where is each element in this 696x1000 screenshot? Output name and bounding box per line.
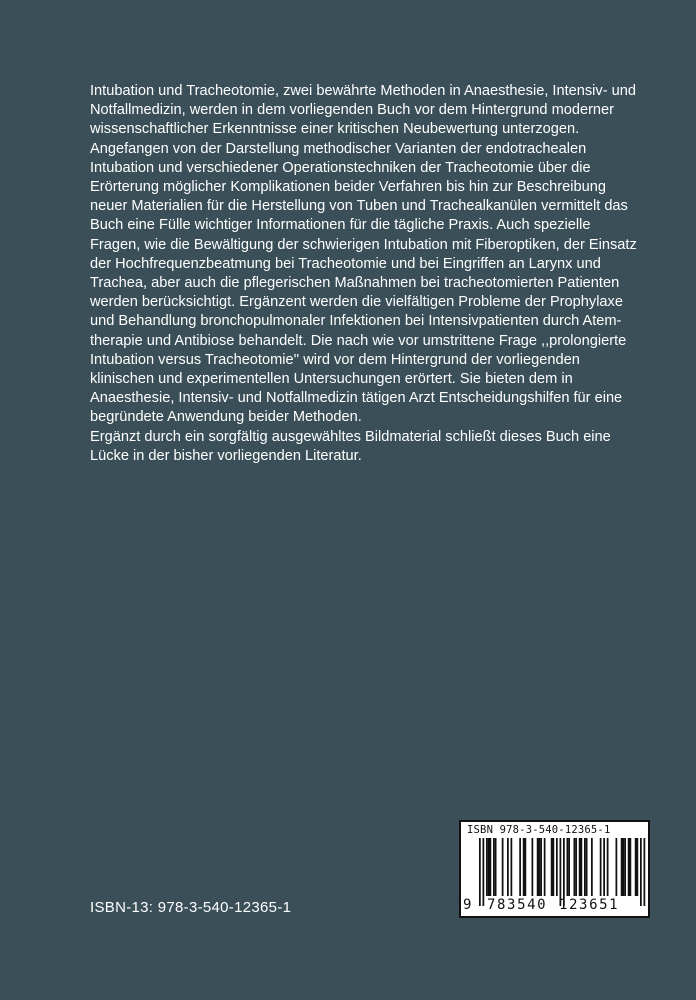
barcode-bar — [640, 838, 642, 906]
barcode-bar — [644, 838, 646, 906]
barcode-bar — [624, 838, 626, 896]
blurb-line: Ergänzt durch ein sorgfältig ausgewähltes Bildmaterial schließt dieses Buch eine — [90, 428, 611, 445]
barcode-bar — [551, 838, 553, 896]
barcode-bar — [621, 838, 623, 896]
blurb-text — [90, 82, 650, 466]
barcode-bar — [540, 838, 542, 896]
barcode-digits-group-1: 783540 — [487, 897, 548, 913]
barcode-bar — [532, 838, 534, 896]
barcode-bar — [607, 838, 609, 896]
barcode-bar — [574, 838, 576, 896]
blurb-line: Lücke in der bisher vorliegenden Literatur. — [90, 447, 362, 464]
barcode-bar — [628, 838, 630, 896]
blurb-line: Buch eine Fülle wichtiger Informationen für die tägliche Praxis. Auch spezielle — [90, 217, 591, 234]
barcode-bar — [579, 838, 581, 896]
blurb-line: Trachea, aber auch die pflegerischen Maßnahmen bei tracheotomierten Patienten — [90, 275, 620, 292]
barcode-bar — [635, 838, 637, 896]
blurb-line: Anaesthesie, Intensiv- und Notfallmedizin tätigen Arzt Entscheidungshilfen für eine — [90, 390, 623, 407]
blurb-line: werden berücksichtigt. Ergänzent werden die vielfältigen Probleme der Prophylaxe — [90, 294, 623, 311]
barcode-digits-group-2: 123651 — [559, 897, 620, 913]
barcode-bar — [584, 838, 586, 896]
blurb-line: Erörterung möglicher Komplikationen beider Verfahren bis hin zur Beschreibung — [90, 179, 606, 196]
isbn-13-text: ISBN-13: 978-3-540-12365-1 — [90, 899, 292, 916]
barcode-bar — [560, 838, 562, 906]
barcode-bar — [537, 838, 539, 896]
barcode-isbn-label: ISBN 978-3-540-12365-1 — [467, 824, 611, 836]
barcode-bar — [525, 838, 527, 896]
barcode-bar — [544, 838, 546, 896]
barcode-bar — [507, 838, 509, 896]
blurb-line: Notfallmedizin, werden in dem vorliegenden Buch vor dem Hintergrund moderner — [90, 102, 615, 119]
barcode-bar — [575, 838, 577, 896]
barcode-bar — [495, 838, 497, 896]
barcode-bar — [556, 838, 558, 896]
barcode-bar — [502, 838, 504, 896]
blurb-line: therapie und Antibiose behandelt. Die nach wie vor umstrittene Frage ,,prolongierte — [90, 332, 627, 349]
blurb-line: Angefangen von der Darstellung methodischer Varianten der endotrachealen — [90, 140, 587, 157]
barcode-bar — [479, 838, 481, 906]
barcode-bar — [493, 838, 495, 896]
blurb-line: Intubation versus Tracheotomie'' wird vor dem Hintergrund der vorliegenden — [90, 351, 580, 368]
barcode-bar — [567, 838, 569, 896]
barcode-bar — [563, 838, 565, 906]
blurb-line: Intubation und Tracheotomie, zwei bewährte Methoden in Anaesthesie, Intensiv- und — [90, 83, 636, 99]
barcode-bar — [523, 838, 525, 896]
barcode-bar — [630, 838, 632, 896]
blurb-line: begründete Anwendung beider Methoden. — [90, 409, 362, 426]
barcode-bar — [553, 838, 555, 896]
barcode — [459, 820, 650, 918]
blurb-line: der Hochfrequenzbeatmung bei Tracheotomie und bei Eingriffen an Larynx und — [90, 255, 601, 272]
barcode-bar — [591, 838, 593, 896]
blurb-line: neuer Materialien für die Herstellung von Tuben und Trachealkanülen vermittelt das — [90, 198, 628, 215]
barcode-bar — [637, 838, 639, 896]
barcode-bar — [488, 838, 490, 896]
barcode-bar — [581, 838, 583, 896]
blurb-line: Intubation und verschiedener Operationstechniken der Tracheotomie über die — [90, 159, 591, 176]
barcode-bar — [586, 838, 588, 896]
barcode-bar — [600, 838, 602, 896]
blurb-line: Fragen, wie die Bewältigung der schwierigen Intubation mit Fiberoptiken, der Einsatz — [90, 236, 637, 253]
barcode-bar — [486, 838, 488, 896]
barcode-bar — [483, 838, 485, 906]
barcode-bar — [490, 838, 492, 896]
blurb-line: wissenschaftlicher Erkenntnisse einer kritischen Neubewertung unterzogen. — [90, 121, 580, 138]
barcode-bar — [568, 838, 570, 896]
barcode-bar — [603, 838, 605, 896]
barcode-first-digit: 9 — [463, 897, 472, 913]
barcode-bar — [623, 838, 625, 896]
blurb-line: klinischen und experimentellen Untersuchungen erörtert. Sie bieten dem in — [90, 371, 573, 388]
barcode-bar — [511, 838, 513, 896]
barcode-bar — [616, 838, 618, 896]
barcode-bar — [519, 838, 521, 896]
barcode-bar — [539, 838, 541, 896]
blurb-line: und Behandlung bronchopulmonaler Infektionen bei Intensivpatienten durch Atem- — [90, 313, 622, 330]
